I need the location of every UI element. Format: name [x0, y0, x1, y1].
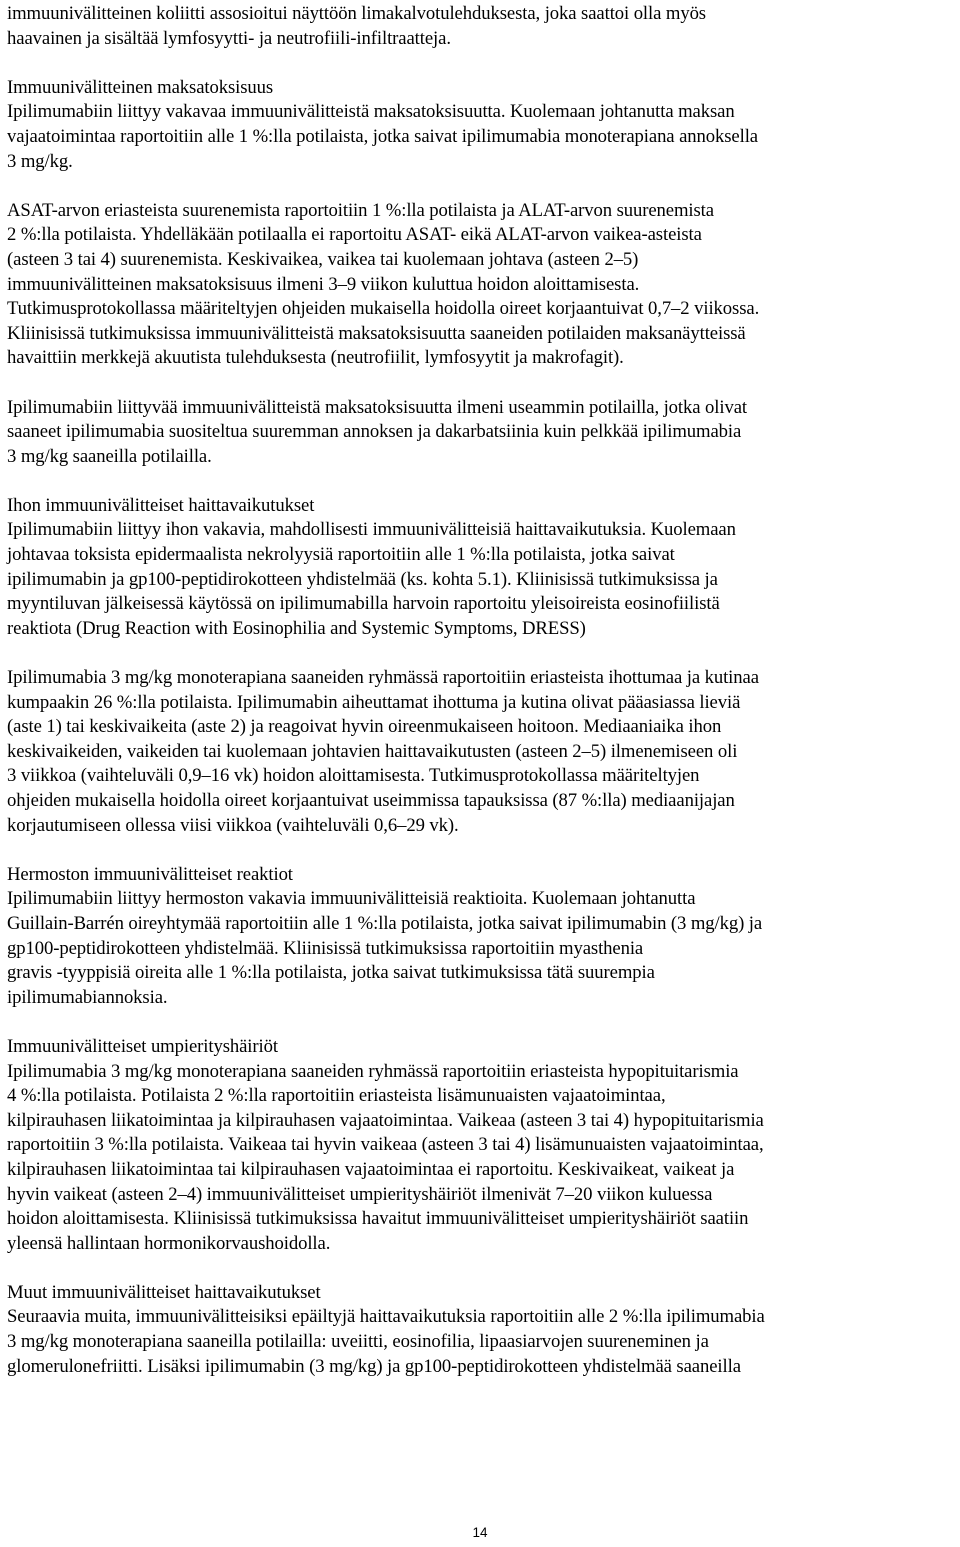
- section-heading: Hermoston immuunivälitteiset reaktiot: [7, 863, 293, 885]
- paragraph-rash-pruritus: Ipilimumabia 3 mg/kg monoterapiana saaneiden ryhmässä raportoitiin eriasteista ihottumaa ja kutinaa kumpaakin 26 %:lla potilaista. Ipilimumabin aiheuttamat ihottuma ja kutina olivat pääasiassa lieviä (aste 1) tai keskivaikeita (aste 2) ja reagoivat hyvin oireenmukaiseen hoitoon. Mediaaniaika ihon keskivaikeiden, vaikeiden tai kuolemaan johtavien haittavaikutusten (asteen 2–5) ilmenemiseen oli 3 viikkoa (vaihteluväli 0,9–16 vk) hoidon aloittamisesta. Tutkimusprotokollassa määriteltyjen ohjeiden mukaisella hoidolla oireet korjaantuivat useimmissa tapauksissa (87 %:lla) mediaanijajan korjautumiseen ollessa viisi viikkoa (vaihteluväli 0,6–29 vk).: [7, 667, 759, 836]
- paragraph-asat-alat: ASAT-arvon eriasteista suurenemista raportoitiin 1 %:lla potilaista ja ALAT-arvon suurenemista 2 %:lla potilaista. Yhdelläkään potilaalla ei raportoitu ASAT- eikä ALAT-arvon vaikea-asteista (asteen 3 tai 4) suurenemista. Keskivaikea, vaikea tai kuolemaan johtava (asteen 2–5) immuunivälitteinen maksatoksisuus ilmeni 3–9 viikon kuluttua hoidon aloittamisesta. Tutkimusprotokollassa määriteltyjen ohjeiden mukaisella hoidolla oireet korjaantuivat 0,7–2 viikossa. Kliinisissä tutkimuksissa immuunivälitteistä maksatoksisuutta saaneiden potilaiden maksanäytteissä havaittiin merkkejä akuutista tulehduksesta (neutrofiilit, lymfosyytit ja makrofagit).: [7, 199, 760, 369]
- section-other-reactions: [7, 1281, 957, 1379]
- section-body: Ipilimumabiin liittyy vakavaa immuunivälitteistä maksatoksisuutta. Kuolemaan johtanutta maksan vajaatoimintaa raportoitiin alle 1 %:lla potilaista, jotka saivat ipilimumabia monoterapiana annoksella 3 mg/kg.: [7, 101, 758, 172]
- section-heading: Immuunivälitteinen maksatoksisuus: [7, 76, 274, 98]
- section-body: Ipilimumabiin liittyy ihon vakavia, mahdollisesti immuunivälitteisiä haittavaikutuksia. Kuolemaan johtavaa toksista epidermaalista nekrolyysiä raportoitiin alle 1 %:lla potilaista, jotka saivat ipilimumabin ja gp100-peptidirokotteen yhdistelmää (ks. kohta 5.1). Kliinisissä tutkimuksissa ja myyntiluvan jälkeisessä käytössä on ipilimumabilla harvoin raportoitu yleisoireista eosinofiilistä reaktiota (Drug Reaction with Eosinophilia and Systemic Symptoms, DRESS): [7, 519, 736, 639]
- section-body: Ipilimumabia 3 mg/kg monoterapiana saaneiden ryhmässä raportoitiin eriasteista hypopituitarismia 4 %:lla potilaista. Potilaista 2 %:lla raportoitiin eriasteista lisämunuaisten vajaatoimintaa, kilpirauhasen liikatoimintaa ja kilpirauhasen vajaatoimintaa. Vaikeaa (asteen 3 tai 4) hypopituitarismia raportoitiin 3 %:lla potilaista. Vaikeaa tai hyvin vaikeaa (asteen 3 tai 4) lisämunuaisten vajaatoimintaa, kilpirauhasen liikatoimintaa tai kilpirauhasen vajaatoimintaa ei raportoitu. Keskivaikeat, vaikeat ja hyvin vaikeat (asteen 2–4) immuunivälitteiset umpierityshäiriöt ilmenivät 7–20 viikon kuluessa hoidon aloittamisesta. Kliinisissä tutkimuksissa havaitut immuunivälitteiset umpierityshäiriöt saatiin yleensä hallintaan hormonikorvaushoidolla.: [7, 1060, 764, 1254]
- section-endocrinopathy: [7, 1035, 957, 1256]
- section-neurological-reactions: [7, 863, 957, 1011]
- page-number: 14: [472, 1525, 488, 1540]
- section-heading: Ihon immuunivälitteiset haittavaikutukset: [7, 494, 315, 516]
- section-heading: Muut immuunivälitteiset haittavaikutukset: [7, 1281, 321, 1303]
- paragraph-colitis-continued: immuunivälitteinen koliitti assosioitui näyttöön limakalvotulehduksesta, joka saattoi olla myös haavainen ja sisältää lymfosyytti- ja neutrofiili-infiltraatteja.: [7, 3, 706, 49]
- section-skin-reactions: [7, 494, 957, 642]
- section-liver-toxicity: [7, 76, 957, 174]
- paragraph-liver-dacarbazine: Ipilimumabiin liittyvää immuunivälitteistä maksatoksisuutta ilmeni useammin potilailla, jotka olivat saaneet ipilimumabia suositeltua suuremman annoksen ja dakarbatsiinia kuin pelkkää ipilimumabia 3 mg/kg saaneilla potilailla.: [7, 396, 747, 467]
- document-page: [7, 2, 957, 1404]
- section-body: Seuraavia muita, immuunivälitteisiksi epäiltyjä haittavaikutuksia raportoitiin alle 2 %:lla ipilimumabia 3 mg/kg monoterapiana saaneilla potilailla: uveiitti, eosinofilia, lipaasiarvojen suureneminen ja glomerulonefriitti. Lisäksi ipilimumabin (3 mg/kg) ja gp100-peptidirokotteen yhdistelmää saaneilla: [7, 1306, 765, 1377]
- section-body: Ipilimumabiin liittyy hermoston vakavia immuunivälitteisiä reaktioita. Kuolemaan johtanutta Guillain-Barrén oireyhtymää raportoitiin alle 1 %:lla potilaista, jotka saivat ipilimumabin (3 mg/kg) ja gp100-peptidirokotteen yhdistelmää. Kliinisissä tutkimuksissa raportoitiin myasthenia gravis -tyyppisiä oireita alle 1 %:lla potilaista, jotka saivat tutkimuksissa tätä suurempia ipilimumabiannoksia.: [7, 888, 763, 1008]
- section-heading: Immuunivälitteiset umpierityshäiriöt: [7, 1035, 278, 1057]
